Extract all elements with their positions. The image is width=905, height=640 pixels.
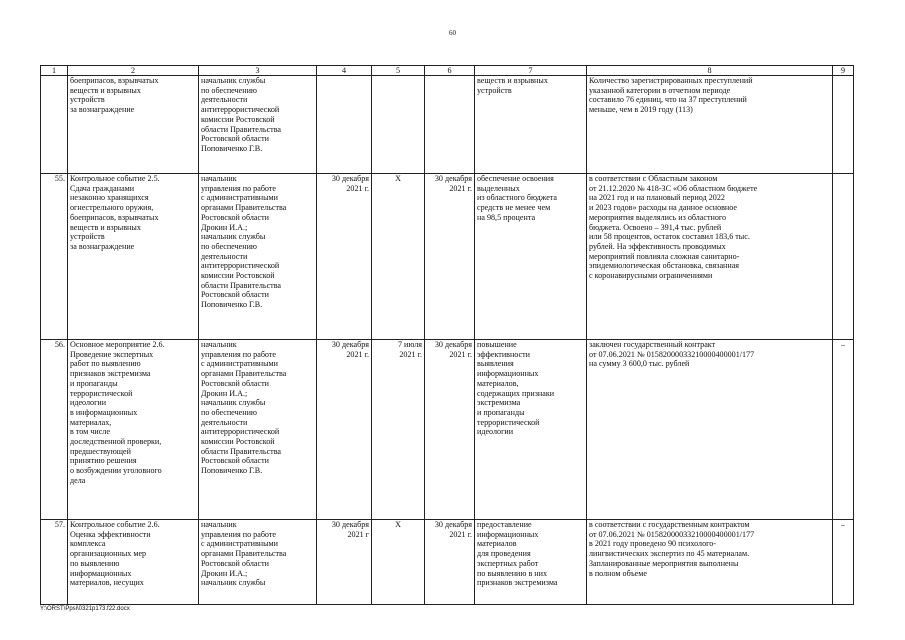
column-header: 2 <box>68 66 199 76</box>
actual-start-date: 7 июля 2021 г. <box>372 340 425 520</box>
actual-result: в соответствии с государственным контрактом от 07.06.2021 № 01582000033210000400001/177 в 2021 году проведено 90 психолого- лингвистических экспертиз по 45 материалам. Запланированные мероприятия выполнены в полном объеме <box>587 520 833 605</box>
responsible-executor: начальник управления по работе с административными органами Правительства Ростовской области Дрокин И.А.; начальник службы по обеспечению деятельности антитеррористической комиссии Ростовской области Правительства Ростовской области Поповиченко Г.В. <box>199 174 317 340</box>
actual-end-date: 30 декабря 2021 г. <box>425 520 475 605</box>
planned-date: 30 декабря 2021 г. <box>317 340 372 520</box>
column-header: 5 <box>372 66 425 76</box>
non-fulfilment-reasons <box>833 174 854 340</box>
actual-start-date: X <box>372 520 425 605</box>
actual-result: Количество зарегистрированных преступлений указанной категории в отчетном периоде составило 76 единиц, что на 37 преступлений меньше, чем в 2019 году (113) <box>587 76 833 174</box>
column-header: 6 <box>425 66 475 76</box>
file-path-footer: Y:\ORST\Ppsi\0321p173.f22.docx <box>40 606 130 612</box>
non-fulfilment-reasons: – <box>833 520 854 605</box>
planned-date <box>317 76 372 174</box>
row-number: 55. <box>41 174 68 340</box>
actual-end-date <box>425 76 475 174</box>
table-row <box>41 76 854 174</box>
event-name: Контрольное событие 2.5. Сдача гражданами незаконно хранящихся огнестрельного оружия, боеприпасов, взрывчатых веществ и взрывных устройств за вознаграждение <box>68 174 199 340</box>
row-number: 56. <box>41 340 68 520</box>
table-row <box>41 520 854 605</box>
actual-end-date: 30 декабря 2021 г. <box>425 340 475 520</box>
table-row <box>41 174 854 340</box>
actual-result: заключен государственный контракт от 07.06.2021 № 01582000033210000400001/177 на сумму 3 600,0 тыс. рублей <box>587 340 833 520</box>
planned-result: предоставление информационных материалов для проведения экспертных работ по выявлению в них признаков экстремизма <box>475 520 587 605</box>
actual-start-date <box>372 76 425 174</box>
actual-end-date: 30 декабря 2021 г. <box>425 174 475 340</box>
event-name: Контрольное событие 2.6. Оценка эффективности комплекса организационных мер по выявлению информационных материалов, несущих <box>68 520 199 605</box>
report-table <box>40 65 854 605</box>
row-number: 57. <box>41 520 68 605</box>
column-header: 9 <box>833 66 854 76</box>
non-fulfilment-reasons: – <box>833 340 854 520</box>
responsible-executor: начальник службы по обеспечению деятельности антитеррористической комиссии Ростовской области Правительства Ростовской области Поповиченко Г.В. <box>199 76 317 174</box>
column-header: 8 <box>587 66 833 76</box>
column-header: 3 <box>199 66 317 76</box>
actual-start-date: X <box>372 174 425 340</box>
event-name: боеприпасов, взрывчатых веществ и взрывных устройств за вознаграждение <box>68 76 199 174</box>
column-header: 1 <box>41 66 68 76</box>
event-name: Основное мероприятие 2.6. Проведение экспертных работ по выявлению признаков экстремизма и пропаганды террористической идеологии в информационных материалах, в том числе доследственной проверки, предшествующей принятию решения о возбуждении уголовного дела <box>68 340 199 520</box>
actual-result: в соответствии с Областным законом от 21.12.2020 № 418-ЗС «Об областном бюджете на 2021 год и на плановый период 2022 и 2023 годов» расходы на данное основное мероприятия выделялись из областного бюджета. Освоено – 391,4 тыс. рублей или 58 процентов, остаток составил 183,6 тыс. рублей. На эффективность проводимых мероприятий повлияла сложная санитарно- эпидемиологическая обстановка, связанная с коронавирусными ограничениями <box>587 174 833 340</box>
column-header: 4 <box>317 66 372 76</box>
column-header: 7 <box>475 66 587 76</box>
planned-result: повышение эффективности выявления информационных материалов, содержащих признаки экстремизма и пропаганды террористической идеологии <box>475 340 587 520</box>
column-header-row <box>41 66 854 76</box>
responsible-executor: начальник управления по работе с административными органами Правительства Ростовской области Дрокин И.А.; начальник службы по обеспечению деятельности антитеррористической комиссии Ростовской области Правительства Ростовской области Поповиченко Г.В. <box>199 340 317 520</box>
planned-date: 30 декабря 2021 г <box>317 520 372 605</box>
planned-result: обеспечение освоения выделенных из областного бюджета средств не менее чем на 98,5 процента <box>475 174 587 340</box>
planned-result: веществ и взрывных устройств <box>475 76 587 174</box>
non-fulfilment-reasons <box>833 76 854 174</box>
page-number: 60 <box>449 29 456 37</box>
row-number <box>41 76 68 174</box>
responsible-executor: начальник управления по работе с административными органами Правительства Ростовской области Дрокин И.А.; начальник службы <box>199 520 317 605</box>
planned-date: 30 декабря 2021 г. <box>317 174 372 340</box>
table-row <box>41 340 854 520</box>
